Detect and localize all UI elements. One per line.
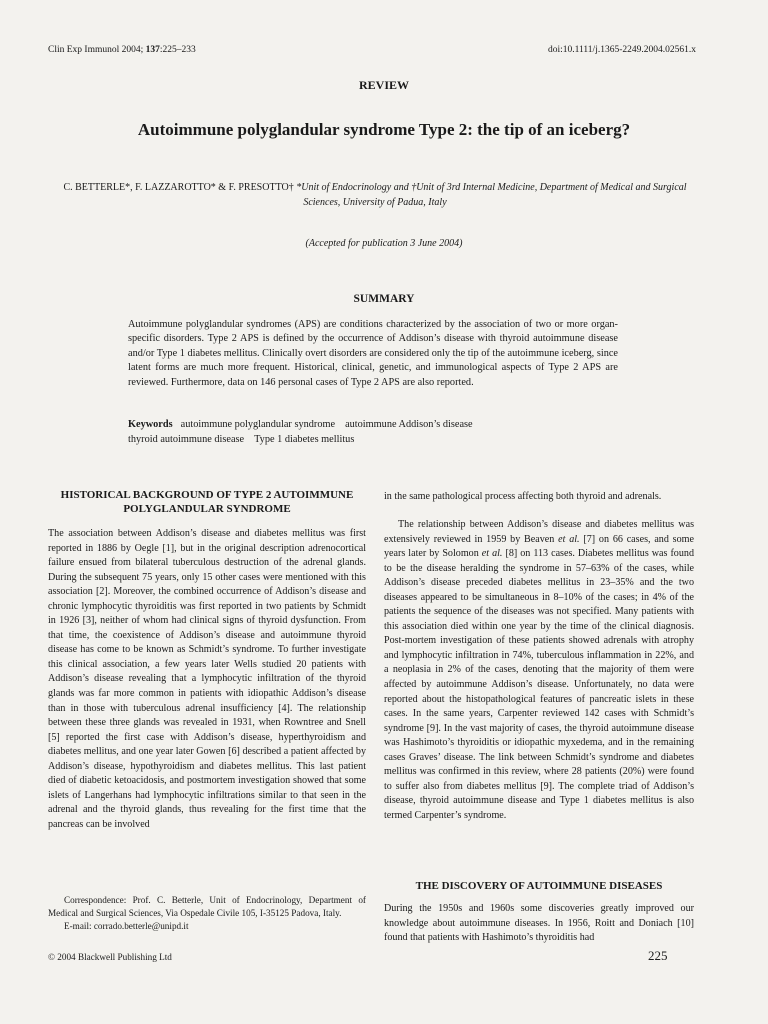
keywords-label: Keywords bbox=[128, 419, 173, 430]
page-number: 225 bbox=[648, 948, 668, 963]
historical-text: The association between Addison’s disease and diabetes mellitus was first reported in 1886 by Oegle [1], but in the original description adrenocortical failure ensued from bilateral tuberculous destruction of the adrenal glands. During the subsequent 75 years, only 15 other cases were mentioned with this association [2]. Moreover, the combined occurrence of Addison’s disease and chronic lymphocytic thyroiditis was first reported in two patients by Schmidt in 1926 [3], neither of whom had clinical signs of thyroid dysfunction. From that time, the coexistence of Addison’s disease and autoimmune thyroid disease has come to be known as Schmidt’s syndrome. To further investigate this clinical association, a few years later Wells studied 20 patients with Addison’s disease revealing that a lymphocytic infiltration of the thyroid glands was far more common in patients with idiopathic Addison’s disease than in those with tuberculous adrenal insufficiency [4]. The relationship between these three glands was revealed in 1931, when Rowntree and Snell [5] reported the first case with Addison’s disease, hyperthyroidism and diabetes mellitus, and one year later Gowen [6] described a patient affected by Addison’s disease, hypothyroidism and diabetes mellitus. This last patient died of diabetic ketoacidosis, and postmortem investigation showed that some islets of Langerhans had lymphocytic infiltrations similar to that seen in the adrenal and the thyroid glands, thus revealing for the first time that the pancreas can be involved bbox=[48, 528, 366, 830]
keywords bbox=[128, 418, 618, 447]
keyword: autoimmune polyglandular syndrome bbox=[180, 419, 336, 430]
right-column-paragraph: The relationship between Addison’s disease and diabetes mellitus was extensively reviewed in 1959 by Beaven et al. [7] on 66 cases, and some years later by Solomon et al. [8] on 113 cases. Diabetes mellitus was found to be the disease heralding the syndrome in 57–63% of the cases, while Addison’s disease preceded diabetes mellitus in 23–35% and the two diseases appeared to be simultaneous in 8–10% of the cases; in 4% of the patients the sequence of the diseases was not specified. Many patients with this association died within one year by the time of the clinical diagnosis. Post-mortem investigation of these patients showed adrenals with atrophy and lymphocytic infiltration in 74%, tuberculous inflammation in 22%, and a neoplasia in 2% of the cases, denoting that the majority of them were affected by autoimmune Addison’s disease. Unfortunately, no data were reported about the histopathological features of pancreatic islets in these cases. In the same years, Carpenter reviewed 142 cases with Schmidt’s syndrome [9]. In the vast majority of cases, the thyroid autoimmune disease was Hashimoto’s thyroiditis or idiopathic myxedema, and in the remaining cases Graves’ disease. The link between Schmidt’s syndrome and diabetes mellitus was confirmed in this review, where 28 patients (20%) were found to suffer also from diabetes mellitus [9]. The complete triad of Addison’s disease, thyroid autoimmune disease and Type 1 diabetes mellitus is also termed Carpenter’s syndrome. bbox=[384, 519, 694, 821]
summary-text: Autoimmune polyglandular syndromes (APS) are conditions characterized by the association of two or more organ-specific disorders. Type 2 APS is defined by the occurrence of Addison’s disease with thyroid autoimmune disease and/or Type 1 diabetes mellitus. Clinically overt disorders are considered only the tip of the autoimmune iceberg, since latent forms are much more frequent. Historical, clinical, genetic, and immunological aspects of Type 2 APS are reviewed. Furthermore, data on 146 personal cases of Type 2 APS are also reported. bbox=[128, 319, 618, 388]
right-column-continuation: in the same pathological process affecting both thyroid and adrenals. bbox=[384, 491, 662, 502]
author-names: C. BETTERLE*, F. LAZZAROTTO* & F. PRESOTTO† bbox=[63, 182, 297, 193]
keyword: autoimmune Addison’s disease bbox=[345, 419, 473, 430]
journal-citation: Clin Exp Immunol 2004; 137:225–233 bbox=[48, 45, 196, 55]
summary-heading: SUMMARY bbox=[353, 293, 415, 305]
keyword: thyroid autoimmune disease bbox=[128, 433, 245, 445]
copyright: © 2004 Blackwell Publishing Ltd bbox=[48, 952, 172, 962]
author-affiliation: *Unit of Endocrinology and †Unit of 3rd Internal Medicine, Department of Medical and Surgical Sciences, University of Padua, Italy bbox=[296, 182, 687, 208]
section-label: REVIEW bbox=[358, 78, 409, 92]
article-title: Autoimmune polyglandular syndrome Type 2: the tip of an iceberg? bbox=[137, 120, 631, 139]
discovery-text: During the 1950s and 1960s some discoveries greatly improved our knowledge about autoimmune diseases. In 1956, Roitt and Doniach [10] found that patients with Hashimoto’s thyroiditis had bbox=[384, 903, 694, 944]
correspondence-email: E-mail: corrado.betterle@unipd.it bbox=[64, 921, 189, 932]
journal-volume: 137 bbox=[145, 45, 160, 55]
discovery-heading: THE DISCOVERY OF AUTOIMMUNE DISEASES bbox=[415, 880, 663, 892]
keyword: Type 1 diabetes mellitus bbox=[254, 433, 355, 445]
doi: doi:10.1111/j.1365-2249.2004.02561.x bbox=[547, 45, 696, 55]
accepted-date: (Accepted for publication 3 June 2004) bbox=[305, 238, 463, 249]
correspondence: Correspondence: Prof. C. Betterle, Unit of Endocrinology, Department of Medical and Surgical Sciences, Via Ospedale Civile 105, I-35125 Padova, Italy. E-mail: corrado.betterle@unipd.it bbox=[48, 894, 366, 934]
historical-heading: HISTORICAL BACKGROUND OF TYPE 2 AUTOIMMUNE POLYGLANDULAR SYNDROME bbox=[60, 489, 354, 515]
authors-block bbox=[48, 180, 702, 210]
